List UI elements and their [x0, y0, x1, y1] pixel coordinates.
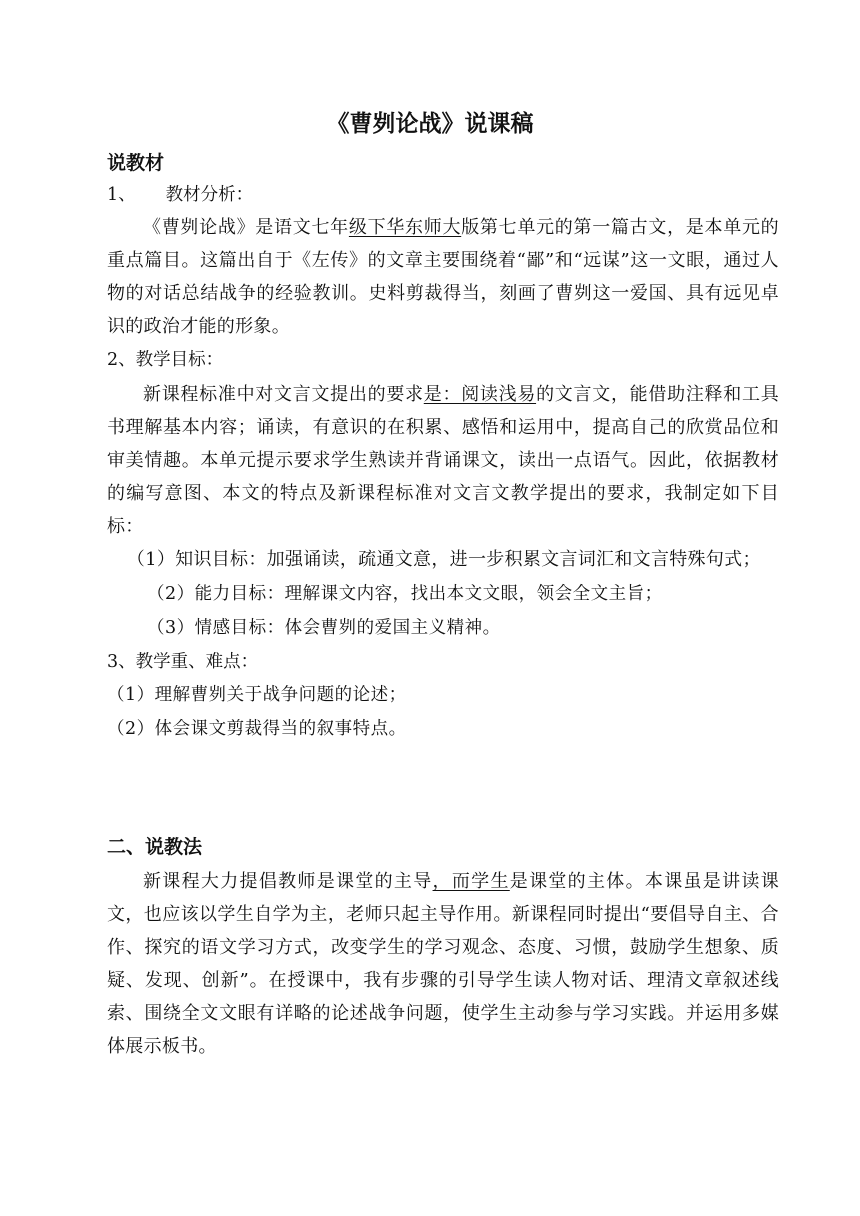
section-2	[107, 832, 779, 1063]
document-title: 《曹刿论战》说课稿	[326, 111, 534, 137]
section-1-heading: 说教材	[107, 152, 165, 174]
paragraph-text: 新课程标准中对文言文提出的要求	[143, 384, 424, 405]
material-analysis-paragraph	[107, 211, 779, 343]
item-1-title: 教材分析：	[165, 185, 254, 205]
goal-emotion: （3）情感目标：体会曹刿的爱国主义精神。	[147, 618, 501, 638]
item-3-heading: 3、教学重、难点：	[107, 652, 259, 672]
paragraph-text: 《曹刿论战》是语文七年	[143, 217, 349, 238]
paragraph-text: 是课堂的主体。本课虽是讲读课文，也应该以学生自学为主，老师只起主导作用。新课程同时提出“要倡导自主、合作、探究的语文学习方式，改变学生的学习观念、态度、习惯，鼓励学生想象、质疑、发现、创新”。在授课中，我有步骤的引导学生读人物对话、理清文章叙述线索、围绕全文文眼有详略的论述战争问题，使学生主动参与学习实践。并运用多媒体展示板书。	[107, 871, 780, 1057]
underlined-text: ，而学生	[432, 871, 510, 892]
item-1-heading	[107, 180, 779, 210]
item-2-heading: 2、教学目标：	[107, 350, 224, 370]
item-1-label: 1、	[107, 185, 136, 205]
goal-ability: （2）能力目标：理解课文内容，找出本文文眼，领会全文主旨；	[147, 584, 663, 604]
teaching-goals-paragraph	[107, 378, 779, 543]
key-point-1: （1）理解曹刿关于战争问题的论述；	[107, 685, 407, 705]
underlined-text: 级下华东师大	[348, 217, 462, 238]
key-point-2: （2）体会课文剪裁得当的叙事特点。	[107, 719, 407, 739]
section-1	[107, 148, 779, 744]
paragraph-text: 新课程大力提倡教师是课堂的主导	[143, 871, 433, 892]
underlined-text: 是：阅读浅易	[423, 384, 537, 405]
teaching-method-paragraph	[107, 865, 779, 1063]
goal-knowledge: （1）知识目标：加强诵读，疏通文意，进一步积累文言词汇和文言特殊句式；	[126, 549, 761, 570]
section-2-heading: 二、说教法	[107, 836, 203, 858]
paragraph-text: 版第七单元的第一篇古文，是本单元的重点篇目。这篇出自于《左传》的文章主要围绕着“鄙”和“远谋”这一文眼，通过人物的对话总结战争的经验教训。史料剪裁得当，刻画了曹刿这一爱国、具有远见卓识的政治才能的形象。	[107, 217, 779, 337]
paragraph-text: 的文言文，能借助注释和工具书理解基本内容；诵读，有意识的在积累、感悟和运用中，提高自己的欣赏品位和审美情趣。本单元提示要求学生熟读并背诵课文，读出一点语气。因此，依据教材的编写意图、本文的特点及新课程标准对文言文教学提出的要求，我制定如下目标：	[107, 384, 779, 537]
